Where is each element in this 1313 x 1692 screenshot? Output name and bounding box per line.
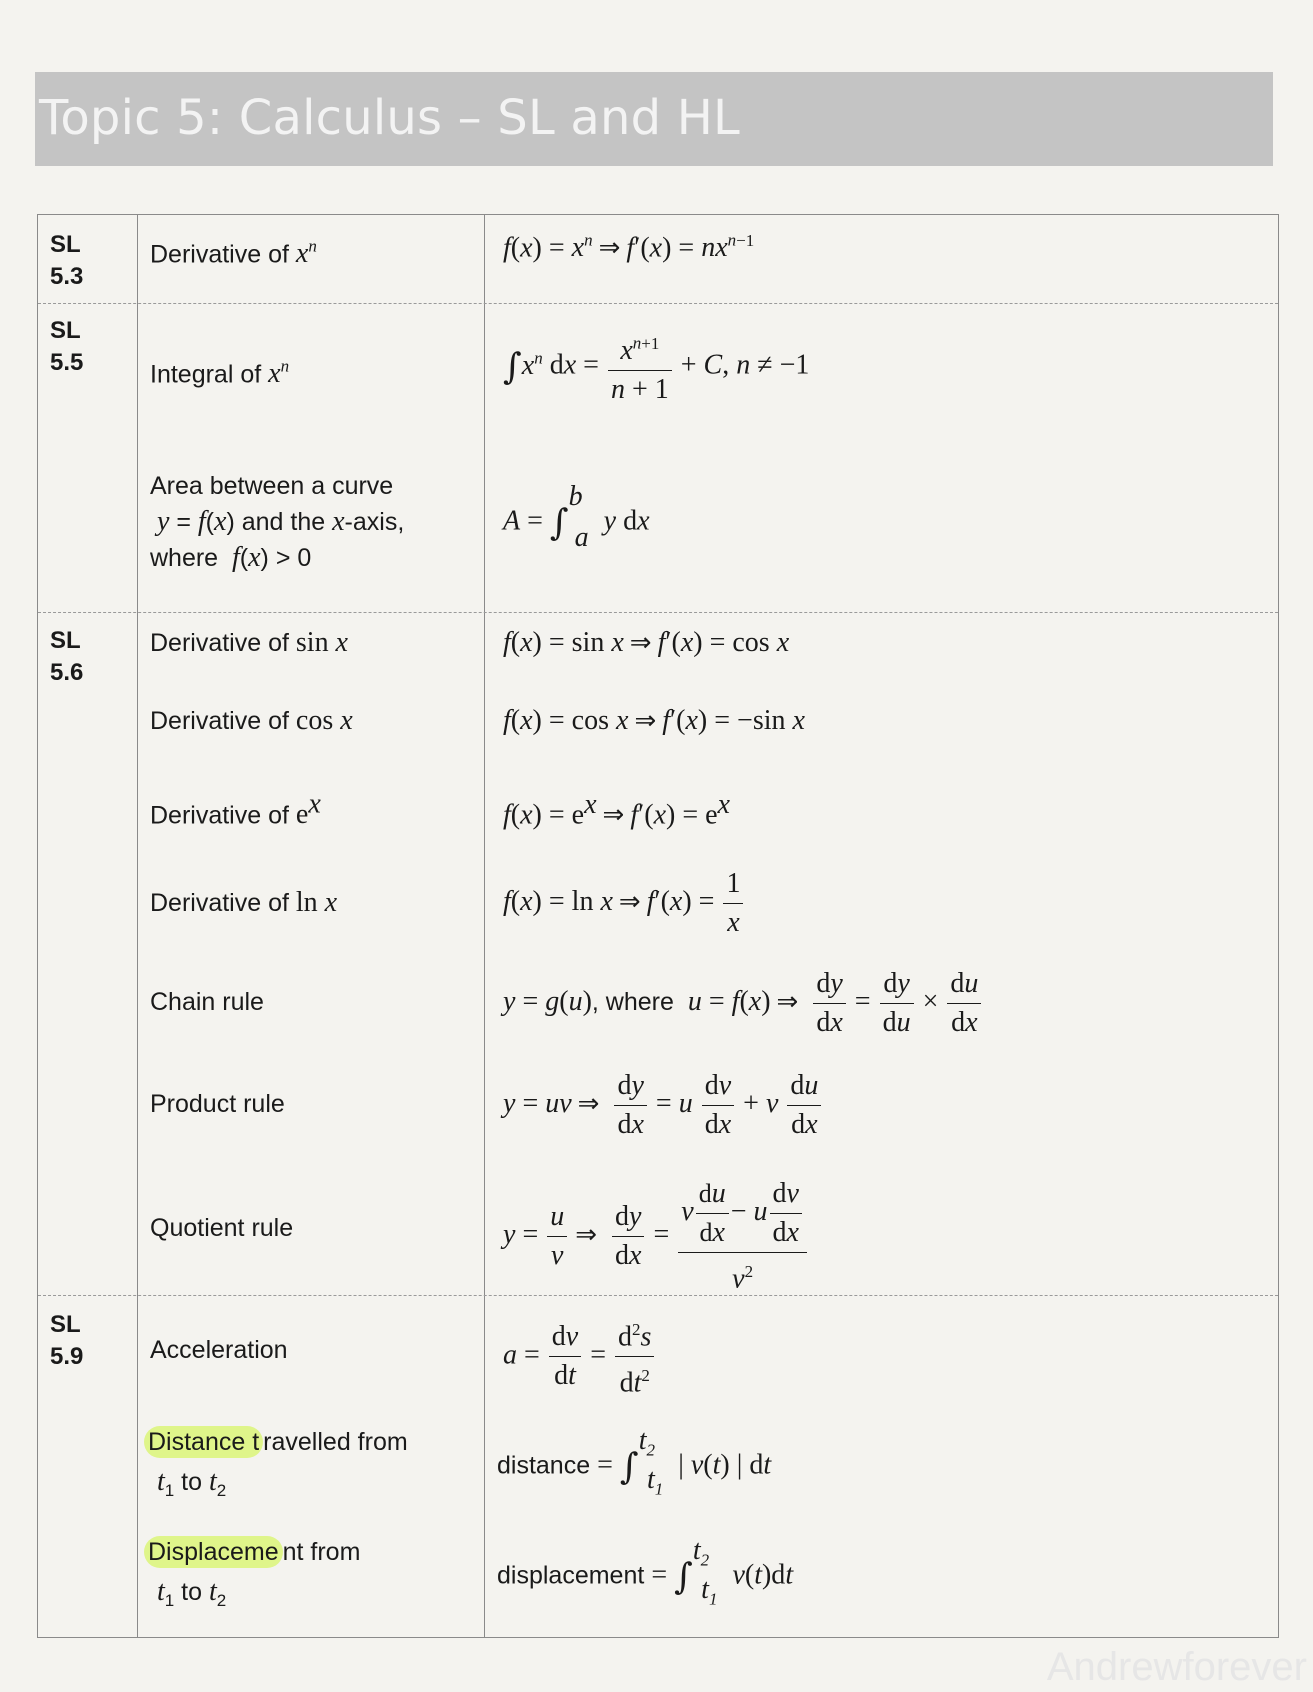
highlight-mark: Displaceme <box>144 1536 283 1568</box>
row-divider <box>38 303 1278 304</box>
section-code: SL 5.3 <box>50 231 84 290</box>
row-label: Displaceme nt from $t_1$ to $t_2$ <box>150 1535 360 1618</box>
formula: y = $\frac{u}{v}$ ⇒ $\frac{dy}{dx}$ = v $\frac{du}{dx}$ − u $\frac{dv}{dx}$ $v^2$ <box>503 1175 809 1298</box>
row-label: Area between a curve y = f(x) and the x-axis, where f(x) > 0 <box>150 472 405 573</box>
row-label: Acceleration <box>150 1336 288 1364</box>
watermark: Andrewforever <box>1046 1645 1307 1689</box>
formula-table <box>37 214 1279 1638</box>
formula: $f(x) = e^x$ ⇒ $f'(x) = e^x$ <box>503 789 730 831</box>
formula: $\int x^n$ dx = $\frac{x^{n+1}}{n + 1}$ + C, n ≠ −1 <box>503 325 809 409</box>
formula: distance = ∫$^{t_2}_{t_1}$ | v(t) | dt <box>497 1425 772 1499</box>
row-label: Distance t ravelled from $t_1$ to $t_2$ <box>150 1425 408 1508</box>
column-divider <box>137 215 138 1637</box>
formula: f(x) = ln x ⇒ f′(x) = $\frac{1}{x}$ <box>503 865 745 942</box>
formula: a = $\frac{dv}{dt}$ = $\frac{d^2s}{dt^2}$ <box>503 1311 656 1403</box>
formula: displacement = ∫$^{t_2}_{t_1}$ v(t)dt <box>497 1535 794 1609</box>
row-divider <box>38 612 1278 613</box>
formula: f(x) = cos x ⇒ f′(x) = −sin x <box>503 705 805 736</box>
formula: A = ∫$^b_a$ y dx <box>503 481 650 553</box>
row-label: Derivative of sin x <box>150 627 348 658</box>
row-label: Derivative of ln x <box>150 887 338 918</box>
section-code: SL 5.6 <box>50 627 84 686</box>
page-title: Topic 5: Calculus – SL and HL <box>39 90 740 146</box>
formula: f(x) = sin x ⇒ f′(x) = cos x <box>503 627 790 658</box>
formula: y = g(u), where u = f(x) ⇒ $\frac{dy}{dx}$ = $\frac{dy}{du}$ × $\frac{du}{dx}$ <box>503 965 983 1042</box>
row-label: Integral of $x^n$ <box>150 357 290 390</box>
formula: $f(x) = x^n$ ⇒ $f'(x) = nx^{n-1}$ <box>503 231 755 264</box>
row-label: Product rule <box>150 1090 285 1118</box>
section-code: SL 5.9 <box>50 1311 84 1370</box>
title-banner <box>35 72 1273 166</box>
row-label: Derivative of $x^n$ <box>150 237 317 270</box>
section-code: SL 5.5 <box>50 317 84 376</box>
formula: y = uv ⇒ $\frac{dy}{dx}$ = u $\frac{dv}{dx}$ + v $\frac{du}{dx}$ <box>503 1067 823 1144</box>
row-label: Derivative of cos x <box>150 705 353 736</box>
column-divider <box>484 215 485 1637</box>
highlight-mark: Distance t <box>144 1426 263 1458</box>
row-label: Chain rule <box>150 988 264 1016</box>
row-label: Quotient rule <box>150 1214 294 1242</box>
row-label: Derivative of $e^x$ <box>150 789 321 831</box>
